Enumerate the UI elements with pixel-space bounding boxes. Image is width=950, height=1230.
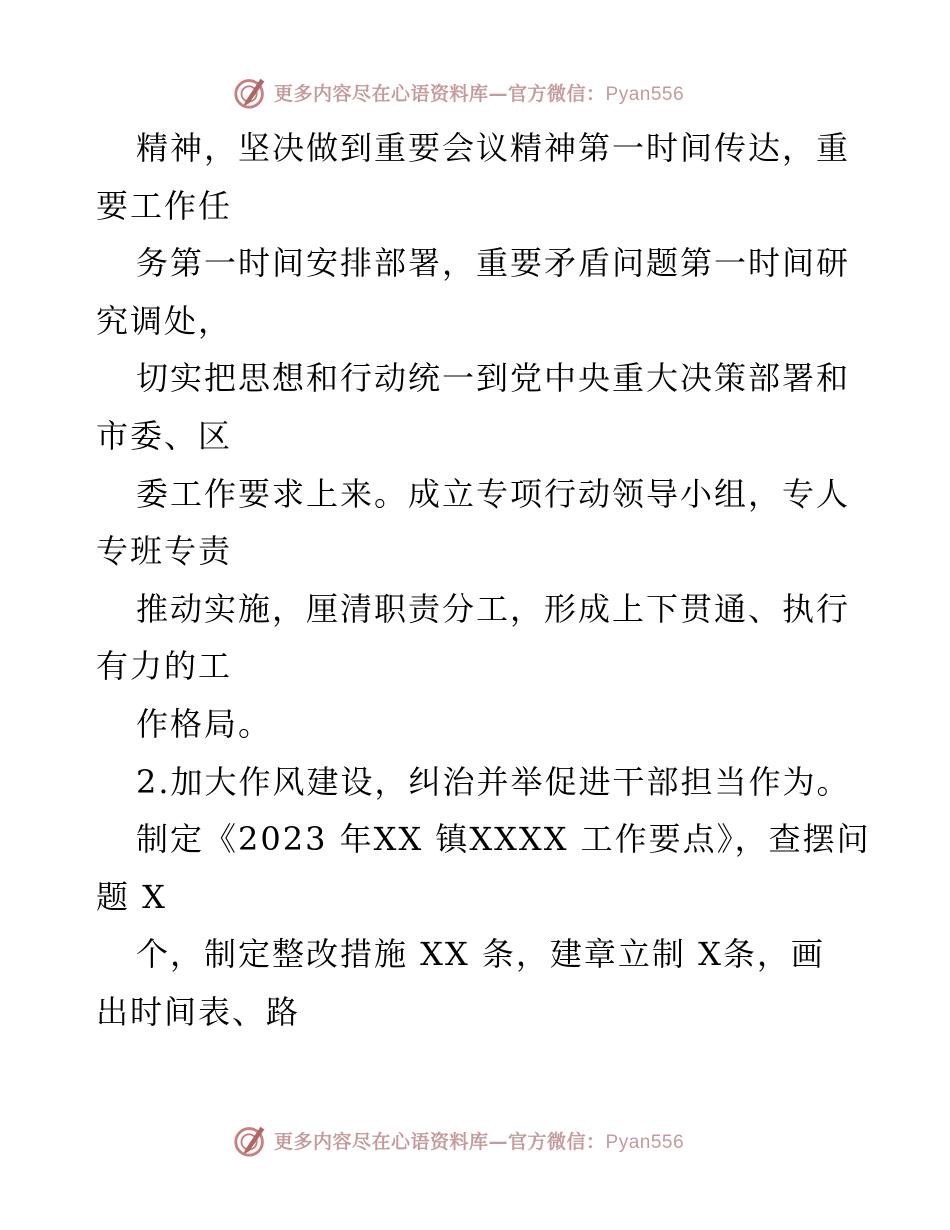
pen-seal-logo-icon [232, 1121, 270, 1159]
watermark-text: 更多内容尽在心语资料库—官方微信： [274, 82, 606, 105]
text-line: 精神，坚决做到重要会议精神第一时间传达，重 [136, 129, 851, 167]
watermark-wechat-id: Pyan556 [605, 83, 685, 105]
header-watermark [232, 72, 732, 112]
footer-watermark [232, 1120, 732, 1160]
text-line: 委工作要求上来。成立专项行动领导小组，专人 [136, 474, 851, 513]
text-line: 专班专责 [96, 532, 233, 571]
text-line: 题 X [96, 877, 167, 916]
watermark-wechat-id: Pyan556 [605, 1131, 685, 1153]
text-line: 推动实施，厘清职责分工，形成上下贯通、执行 [136, 589, 851, 628]
pen-seal-logo-icon [232, 73, 270, 111]
watermark-text: 更多内容尽在心语资料库—官方微信： [274, 1130, 606, 1153]
text-line: 要工作任 [96, 186, 233, 225]
body-text [96, 120, 871, 1042]
text-line: 究调处， [96, 301, 233, 340]
section-heading: 2.加大作风建设，纠治并举促进干部担当作为。 [136, 762, 851, 801]
text-line: 务第一时间安排部署，重要矛盾问题第一时间研 [136, 244, 851, 283]
text-line: 市委、区 [96, 416, 233, 455]
text-line: 切实把思想和行动统一到党中央重大决策部署和 [136, 359, 851, 398]
text-line: 有力的工 [96, 647, 233, 686]
text-line: 出时间表、路 [96, 992, 301, 1031]
text-line: 个，制定整改措施 XX 条，建章立制 X条，画 [136, 935, 825, 974]
text-line: 制定《2023 年XX 镇XXXX 工作要点》，查摆问 [136, 820, 871, 859]
text-line: 作格局。 [136, 704, 273, 743]
